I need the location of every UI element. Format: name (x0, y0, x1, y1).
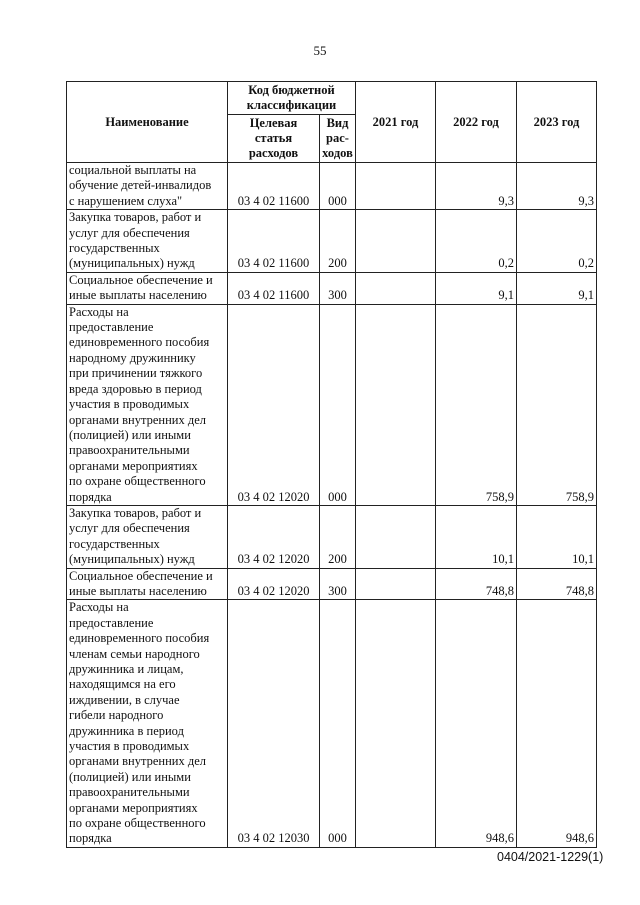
row-2021 (356, 272, 436, 304)
row-name: социальной выплаты на обучение детей-инвалидов с нарушением слуха" (67, 163, 228, 210)
row-2021 (356, 600, 436, 848)
row-2023: 758,9 (517, 304, 597, 505)
row-kind: 000 (320, 163, 356, 210)
row-kind: 000 (320, 600, 356, 848)
header-year-2023: 2023 год (517, 82, 597, 163)
row-target-code: 03 4 02 11600 (228, 163, 320, 210)
row-2022: 748,8 (436, 568, 517, 600)
header-name: Наименование (67, 82, 228, 163)
row-name: Социальное обеспечение и иные выплаты населению (67, 568, 228, 600)
header-target-item: Целевая статья расходов (228, 115, 320, 163)
row-2022: 0,2 (436, 210, 517, 273)
header-year-2021: 2021 год (356, 82, 436, 163)
header-year-2022: 2022 год (436, 82, 517, 163)
document-number: 0404/2021-1229(1) (497, 850, 604, 864)
page-number: 55 (313, 43, 327, 58)
row-kind: 300 (320, 272, 356, 304)
row-name: Закупка товаров, работ и услуг для обеспечения государственных (муниципальных) нужд (67, 210, 228, 273)
table-row (67, 163, 597, 210)
row-kind: 000 (320, 304, 356, 505)
row-2022: 948,6 (436, 600, 517, 848)
row-2022: 758,9 (436, 304, 517, 505)
header-budget-code: Код бюджетной классификации (228, 82, 356, 115)
row-name: Расходы на предоставление единовременного пособия членам семьи народного дружинника и лицам, находящимся на его иждивении, в случае гибели народного дружинника в период участия в проводимых органами внутренних дел (полицией) или иными правоохранительными органами мероприятиях по охране общественного порядка (67, 600, 228, 848)
row-2021 (356, 505, 436, 568)
row-2021 (356, 568, 436, 600)
row-2023: 748,8 (517, 568, 597, 600)
row-name: Социальное обеспечение и иные выплаты населению (67, 272, 228, 304)
row-2022: 9,3 (436, 163, 517, 210)
header-row (67, 82, 597, 115)
budget-table (66, 81, 597, 848)
row-2021 (356, 210, 436, 273)
row-name: Расходы на предоставление единовременного пособия народному дружиннику при причинении тяжкого вреда здоровью в период участия в проводимых органами внутренних дел (полицией) или иными правоохранительными органами мероприятиях по охране общественного порядка (67, 304, 228, 505)
row-kind: 200 (320, 505, 356, 568)
row-target-code: 03 4 02 11600 (228, 272, 320, 304)
table-row (67, 568, 597, 600)
row-2022: 9,1 (436, 272, 517, 304)
row-2023: 948,6 (517, 600, 597, 848)
row-2021 (356, 304, 436, 505)
row-2023: 9,1 (517, 272, 597, 304)
table-row (67, 304, 597, 505)
row-2021 (356, 163, 436, 210)
table-row (67, 210, 597, 273)
row-2022: 10,1 (436, 505, 517, 568)
row-target-code: 03 4 02 12020 (228, 304, 320, 505)
row-target-code: 03 4 02 12030 (228, 600, 320, 848)
row-kind: 200 (320, 210, 356, 273)
row-2023: 0,2 (517, 210, 597, 273)
table-row (67, 505, 597, 568)
row-target-code: 03 4 02 12020 (228, 568, 320, 600)
row-2023: 10,1 (517, 505, 597, 568)
row-2023: 9,3 (517, 163, 597, 210)
row-name: Закупка товаров, работ и услуг для обеспечения государственных (муниципальных) нужд (67, 505, 228, 568)
header-kind: Вид рас- ходов (320, 115, 356, 163)
row-target-code: 03 4 02 12020 (228, 505, 320, 568)
table-row (67, 272, 597, 304)
table-row (67, 600, 597, 848)
row-target-code: 03 4 02 11600 (228, 210, 320, 273)
row-kind: 300 (320, 568, 356, 600)
